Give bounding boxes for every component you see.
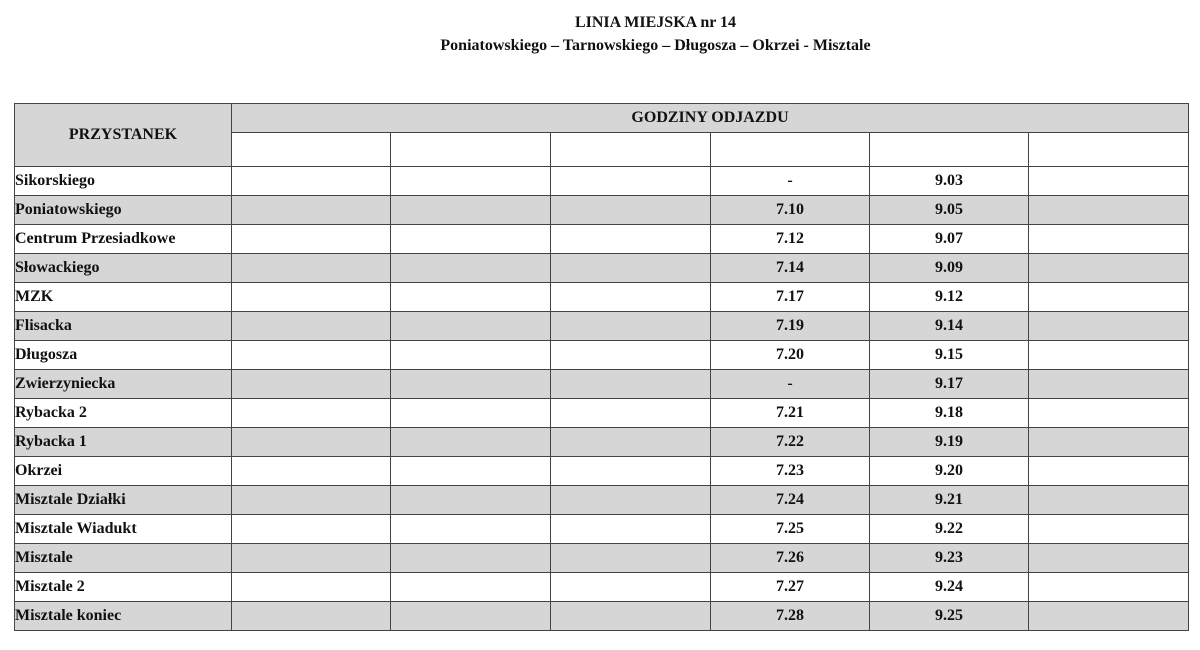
departure-time bbox=[551, 486, 711, 515]
departure-time bbox=[1029, 370, 1189, 399]
departure-time bbox=[391, 573, 551, 602]
departure-time: 7.20 bbox=[711, 341, 870, 370]
departure-column-header bbox=[1029, 133, 1189, 167]
table-row bbox=[15, 225, 1189, 254]
table-row bbox=[15, 283, 1189, 312]
departure-time bbox=[1029, 341, 1189, 370]
departure-time: 9.17 bbox=[870, 370, 1029, 399]
stop-name: Misztale 2 bbox=[15, 573, 232, 602]
departure-time: 9.15 bbox=[870, 341, 1029, 370]
departure-time: 7.14 bbox=[711, 254, 870, 283]
departure-time bbox=[232, 167, 391, 196]
departure-time: 9.12 bbox=[870, 283, 1029, 312]
departure-time bbox=[391, 196, 551, 225]
departure-time bbox=[551, 370, 711, 399]
table-row bbox=[15, 167, 1189, 196]
departure-time bbox=[391, 428, 551, 457]
departure-time bbox=[232, 515, 391, 544]
departure-time: 7.26 bbox=[711, 544, 870, 573]
table-row bbox=[15, 399, 1189, 428]
departure-time: 9.18 bbox=[870, 399, 1029, 428]
departure-time: 9.23 bbox=[870, 544, 1029, 573]
departure-time bbox=[391, 225, 551, 254]
departure-time bbox=[1029, 428, 1189, 457]
departure-time bbox=[232, 312, 391, 341]
departure-time bbox=[551, 167, 711, 196]
stop-name: Okrzei bbox=[15, 457, 232, 486]
departure-time bbox=[391, 370, 551, 399]
departure-time bbox=[391, 167, 551, 196]
departure-time: 9.19 bbox=[870, 428, 1029, 457]
departure-time: 9.05 bbox=[870, 196, 1029, 225]
departure-time bbox=[1029, 283, 1189, 312]
departure-time bbox=[1029, 312, 1189, 341]
departure-time bbox=[551, 573, 711, 602]
departure-time: 7.25 bbox=[711, 515, 870, 544]
departure-time bbox=[391, 312, 551, 341]
departure-time: 9.07 bbox=[870, 225, 1029, 254]
departure-time bbox=[232, 370, 391, 399]
departure-time bbox=[1029, 602, 1189, 631]
departure-column-header bbox=[870, 133, 1029, 167]
departure-time bbox=[232, 457, 391, 486]
table-row bbox=[15, 312, 1189, 341]
departure-time: 9.20 bbox=[870, 457, 1029, 486]
departure-time bbox=[391, 515, 551, 544]
stop-name: Misztale Działki bbox=[15, 486, 232, 515]
page-title: LINIA MIEJSKA nr 14 bbox=[574, 14, 737, 31]
departure-time: 9.14 bbox=[870, 312, 1029, 341]
table-row bbox=[15, 602, 1189, 631]
departure-time: 9.03 bbox=[870, 167, 1029, 196]
departure-time bbox=[232, 428, 391, 457]
departure-time bbox=[232, 602, 391, 631]
departure-time bbox=[1029, 515, 1189, 544]
departure-time: 7.19 bbox=[711, 312, 870, 341]
departure-time bbox=[1029, 486, 1189, 515]
departure-time: 9.09 bbox=[870, 254, 1029, 283]
departure-time bbox=[551, 602, 711, 631]
departure-time bbox=[551, 312, 711, 341]
departure-time: - bbox=[711, 370, 870, 399]
table-row bbox=[15, 486, 1189, 515]
table-row bbox=[15, 544, 1189, 573]
stop-name: Misztale bbox=[15, 544, 232, 573]
departure-time bbox=[551, 225, 711, 254]
stop-name: Zwierzyniecka bbox=[15, 370, 232, 399]
departure-time bbox=[551, 254, 711, 283]
departure-time bbox=[1029, 196, 1189, 225]
stop-name: MZK bbox=[15, 283, 232, 312]
stop-name: Rybacka 2 bbox=[15, 399, 232, 428]
departure-time bbox=[551, 341, 711, 370]
departure-time bbox=[1029, 225, 1189, 254]
stop-name: Poniatowskiego bbox=[15, 196, 232, 225]
departure-time bbox=[551, 196, 711, 225]
table-row bbox=[15, 428, 1189, 457]
departure-time: 7.17 bbox=[711, 283, 870, 312]
departure-time bbox=[551, 457, 711, 486]
departure-column-header bbox=[232, 133, 391, 167]
departure-time bbox=[232, 196, 391, 225]
stop-name: Słowackiego bbox=[15, 254, 232, 283]
departure-time: 7.28 bbox=[711, 602, 870, 631]
departure-time bbox=[391, 457, 551, 486]
departure-time: 7.21 bbox=[711, 399, 870, 428]
departure-time bbox=[232, 486, 391, 515]
table-row bbox=[15, 573, 1189, 602]
stop-name: Centrum Przesiadkowe bbox=[15, 225, 232, 254]
departure-time bbox=[1029, 167, 1189, 196]
departure-time: 7.22 bbox=[711, 428, 870, 457]
departure-time bbox=[1029, 457, 1189, 486]
departure-time bbox=[551, 515, 711, 544]
departure-time: 7.10 bbox=[711, 196, 870, 225]
departure-time bbox=[232, 544, 391, 573]
departure-time: 7.12 bbox=[711, 225, 870, 254]
timetable-body bbox=[15, 167, 1189, 631]
departure-time bbox=[391, 544, 551, 573]
table-row bbox=[15, 254, 1189, 283]
departure-time bbox=[232, 254, 391, 283]
departure-time: 9.24 bbox=[870, 573, 1029, 602]
timetable bbox=[14, 103, 1189, 631]
departure-time bbox=[551, 399, 711, 428]
stop-name: Misztale Wiadukt bbox=[15, 515, 232, 544]
table-row bbox=[15, 515, 1189, 544]
table-row bbox=[15, 341, 1189, 370]
departure-time: 7.27 bbox=[711, 573, 870, 602]
departure-time bbox=[1029, 573, 1189, 602]
departure-time bbox=[551, 428, 711, 457]
departure-time: 7.23 bbox=[711, 457, 870, 486]
departure-time: 7.24 bbox=[711, 486, 870, 515]
stop-name: Długosza bbox=[15, 341, 232, 370]
departure-time bbox=[391, 283, 551, 312]
header-row bbox=[15, 104, 1189, 133]
departure-time bbox=[391, 486, 551, 515]
table-row bbox=[15, 196, 1189, 225]
departure-time bbox=[232, 399, 391, 428]
route-subtitle: Poniatowskiego – Tarnowskiego – Długosza – Okrzei - Misztale bbox=[440, 37, 871, 54]
departure-time bbox=[232, 283, 391, 312]
stop-name: Sikorskiego bbox=[15, 167, 232, 196]
stop-name: Misztale koniec bbox=[15, 602, 232, 631]
departure-time bbox=[391, 341, 551, 370]
stop-name: Rybacka 1 bbox=[15, 428, 232, 457]
departure-column-header bbox=[551, 133, 711, 167]
departure-time bbox=[232, 225, 391, 254]
departure-column-header bbox=[711, 133, 870, 167]
departure-time bbox=[232, 573, 391, 602]
departure-time bbox=[391, 602, 551, 631]
stop-column-header: PRZYSTANEK bbox=[15, 104, 232, 167]
departure-time: - bbox=[711, 167, 870, 196]
departure-time bbox=[1029, 544, 1189, 573]
table-row bbox=[15, 457, 1189, 486]
departure-time: 9.25 bbox=[870, 602, 1029, 631]
departure-column-header bbox=[391, 133, 551, 167]
departure-time bbox=[551, 544, 711, 573]
departure-time bbox=[391, 399, 551, 428]
departure-time: 9.22 bbox=[870, 515, 1029, 544]
stop-name: Flisacka bbox=[15, 312, 232, 341]
departure-time bbox=[551, 283, 711, 312]
departure-time bbox=[232, 341, 391, 370]
departure-time bbox=[1029, 254, 1189, 283]
table-row bbox=[15, 370, 1189, 399]
departure-time bbox=[1029, 399, 1189, 428]
departure-time bbox=[391, 254, 551, 283]
departures-header: GODZINY ODJAZDU bbox=[232, 104, 1189, 133]
departure-time: 9.21 bbox=[870, 486, 1029, 515]
